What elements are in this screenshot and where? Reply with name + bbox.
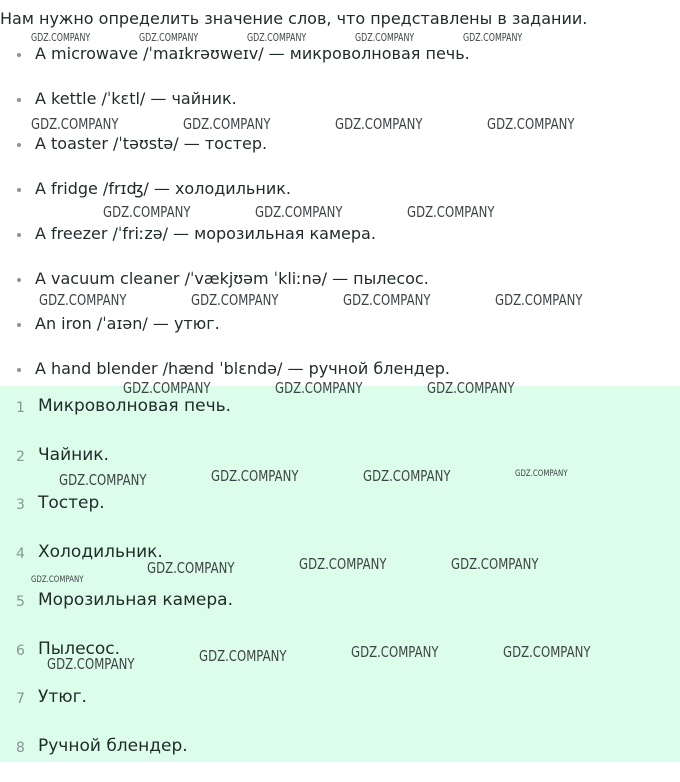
watermark: GDZ.COMPANY	[275, 379, 362, 397]
answer-item	[0, 540, 680, 589]
word-item-kettle	[0, 88, 680, 133]
word-definition: A kettle /ˈkɛtl/ — чайник.	[35, 89, 237, 108]
watermark: GDZ.COMPANY	[463, 31, 522, 44]
watermark: GDZ.COMPANY	[123, 379, 210, 397]
watermark: GDZ.COMPANY	[503, 643, 590, 661]
word-item-fridge	[0, 178, 680, 223]
answer-item	[0, 491, 680, 540]
word-item-microwave	[0, 43, 680, 88]
word-item-iron	[0, 313, 680, 358]
answer-number: 7	[16, 687, 25, 711]
word-definition: A fridge /frɪʤ/ — холодильник.	[35, 179, 291, 198]
answer-text: Тостер.	[38, 493, 105, 513]
watermark: GDZ.COMPANY	[335, 115, 422, 133]
watermark: GDZ.COMPANY	[47, 655, 134, 673]
bullet-dot	[17, 143, 21, 147]
bullet-dot	[17, 233, 21, 237]
watermark: GDZ.COMPANY	[103, 203, 190, 221]
watermark: GDZ.COMPANY	[363, 467, 450, 485]
watermark: GDZ.COMPANY	[199, 647, 286, 665]
answer-text: Ручной блендер.	[38, 736, 188, 756]
answer-number: 4	[16, 542, 25, 566]
word-list	[0, 43, 680, 403]
answer-item	[0, 734, 680, 782]
watermark: GDZ.COMPANY	[451, 555, 538, 573]
word-definition: A hand blender /hænd ˈblɛndə/ — ручной блендер.	[35, 359, 450, 378]
answer-text: Холодильник.	[38, 542, 163, 562]
answer-item	[0, 394, 680, 443]
answer-number: 5	[16, 590, 25, 614]
bullet-dot	[17, 53, 21, 57]
watermark: GDZ.COMPANY	[147, 559, 234, 577]
watermark: GDZ.COMPANY	[39, 291, 126, 309]
answer-item	[0, 588, 680, 637]
watermark: GDZ.COMPANY	[255, 203, 342, 221]
word-definition: A freezer /ˈfriːzə/ — морозильная камера.	[35, 224, 376, 243]
intro-text: Нам нужно определить значение слов, что представлены в задании.	[0, 9, 587, 29]
watermark: GDZ.COMPANY	[355, 31, 414, 44]
answer-list	[0, 394, 680, 782]
bullet-dot	[17, 278, 21, 282]
word-definition: A microwave /ˈmaɪkrəʊweɪv/ — микроволновая печь.	[35, 44, 470, 63]
watermark: GDZ.COMPANY	[247, 31, 306, 44]
watermark: GDZ.COMPANY	[191, 291, 278, 309]
answer-number: 8	[16, 736, 25, 760]
watermark: GDZ.COMPANY	[407, 203, 494, 221]
answer-number: 1	[16, 396, 25, 420]
word-definition: A toaster /ˈtəʊstə/ — тостер.	[35, 134, 267, 153]
answer-text: Чайник.	[38, 445, 109, 465]
bullet-dot	[17, 98, 21, 102]
answer-item	[0, 443, 680, 492]
answer-text: Морозильная камера.	[38, 590, 233, 610]
answer-item	[0, 637, 680, 686]
watermark: GDZ.COMPANY	[487, 115, 574, 133]
watermark: GDZ.COMPANY	[211, 467, 298, 485]
word-item-vacuum-cleaner	[0, 268, 680, 313]
word-definition: A vacuum cleaner /ˈvækjʊəm ˈkliːnə/ — пылесос.	[35, 269, 429, 288]
word-item-freezer	[0, 223, 680, 268]
answer-item	[0, 685, 680, 734]
answer-number: 6	[16, 639, 25, 663]
bullet-dot	[17, 368, 21, 372]
watermark: GDZ.COMPANY	[495, 291, 582, 309]
answer-text: Микроволновая печь.	[38, 396, 231, 416]
watermark: GDZ.COMPANY	[351, 643, 438, 661]
word-definition: An iron /ˈaɪən/ — утюг.	[35, 314, 220, 333]
watermark: GDZ.COMPANY	[515, 469, 568, 479]
watermark: GDZ.COMPANY	[343, 291, 430, 309]
watermark: GDZ.COMPANY	[139, 31, 198, 44]
watermark: GDZ.COMPANY	[299, 555, 386, 573]
watermark: GDZ.COMPANY	[31, 575, 84, 585]
bullet-dot	[17, 323, 21, 327]
word-item-toaster	[0, 133, 680, 178]
watermark: GDZ.COMPANY	[183, 115, 270, 133]
answer-number: 2	[16, 445, 25, 469]
answer-number: 3	[16, 493, 25, 517]
watermark: GDZ.COMPANY	[427, 379, 514, 397]
watermark: GDZ.COMPANY	[59, 471, 146, 489]
bullet-dot	[17, 188, 21, 192]
answer-text: Утюг.	[38, 687, 87, 707]
watermark: GDZ.COMPANY	[31, 31, 90, 44]
answer-text: Пылесос.	[38, 639, 120, 659]
watermark: GDZ.COMPANY	[31, 115, 118, 133]
